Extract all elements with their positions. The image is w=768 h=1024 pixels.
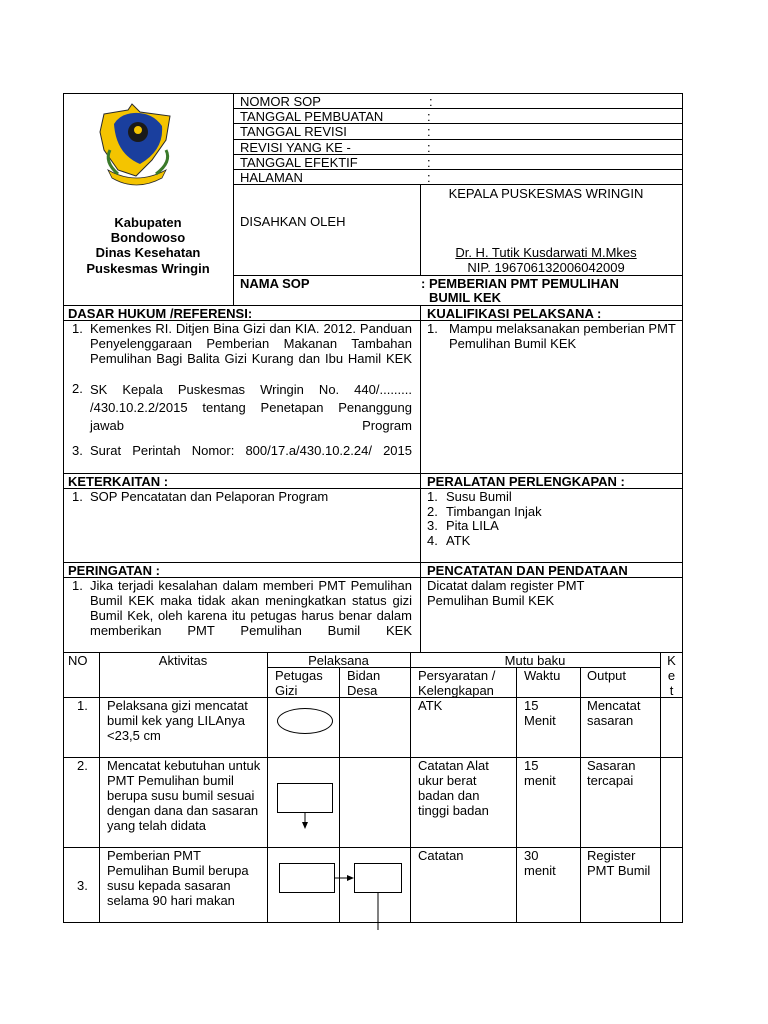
dasar-hukum-title: DASAR HUKUM /REFERENSI: — [68, 306, 253, 321]
arrow-head-icon — [302, 822, 308, 829]
nama-sop-label: NAMA SOP — [240, 276, 310, 291]
peralatan-title: PERALATAN PERLENGKAPAN : — [427, 474, 625, 489]
signer-nip: NIP. 196706132006042009 — [467, 260, 625, 275]
peringatan-title: PERINGATAN : — [68, 563, 160, 578]
pencatatan-text: Dicatat dalam register PMT Pemulihan Bumil KEK — [427, 578, 585, 608]
field-halaman: HALAMAN — [240, 170, 303, 185]
list-item: Mampu melaksanakan pemberian PMT Pemulihan Bumil KEK — [449, 321, 676, 351]
arrow-head-icon — [347, 875, 354, 881]
list-item: Surat Perintah Nomor: 800/17.a/430.10.2.24/ 2015 — [90, 443, 412, 458]
field-revisi-ke: REVISI YANG KE - — [240, 140, 351, 155]
field-tanggal-pembuatan: TANGGAL PEMBUATAN — [240, 109, 384, 124]
list-item: Jika terjadi kesalahan dalam memberi PMT Pemulihan Bumil KEK maka tidak akan meningkatkan status gizi Bumil Kek, oleh karena itu petugas harus benar dalam memberikan PMT Pemulihan Bumil KEK — [90, 578, 412, 638]
list-item: Timbangan Injak — [446, 504, 542, 519]
signer-name: Dr. H. Tutik Kusdarwati M.Mkes — [455, 245, 637, 260]
field-tanggal-revisi: TANGGAL REVISI — [240, 124, 347, 139]
pencatatan-title: PENCATATAN DAN PENDATAAN — [427, 563, 628, 578]
kualifikasi-title: KUALIFIKASI PELAKSANA : — [427, 306, 602, 321]
list-item: Susu Bumil — [446, 489, 512, 504]
disahkan-label: DISAHKAN OLEH — [240, 214, 346, 229]
field-nomor-sop: NOMOR SOP — [240, 94, 321, 109]
list-item: Pita LILA — [446, 518, 499, 533]
list-item: SK Kepala Puskesmas Wringin No. 440/......... /430.10.2.2/2015 tentang Penetapan Penanggung jawab Program — [90, 382, 412, 433]
list-item: SOP Pencatatan dan Pelaporan Program — [90, 489, 329, 504]
list-item: Kemenkes RI. Ditjen Bina Gizi dan KIA. 2012. Panduan Penyelenggaraan Pemberian Makanan Tambahan Pemulihan Bagi Balita Gizi Kurang dan Ibu Hamil KEK — [90, 321, 412, 366]
field-tanggal-efektif: TANGGAL EFEKTIF — [240, 155, 358, 170]
nama-sop-value: : PEMBERIAN PMT PEMULIHAN — [421, 276, 619, 291]
keterkaitan-title: KETERKAITAN : — [68, 474, 169, 489]
list-item: ATK — [446, 533, 471, 548]
kepala-title: KEPALA PUSKESMAS WRINGIN — [448, 186, 644, 201]
